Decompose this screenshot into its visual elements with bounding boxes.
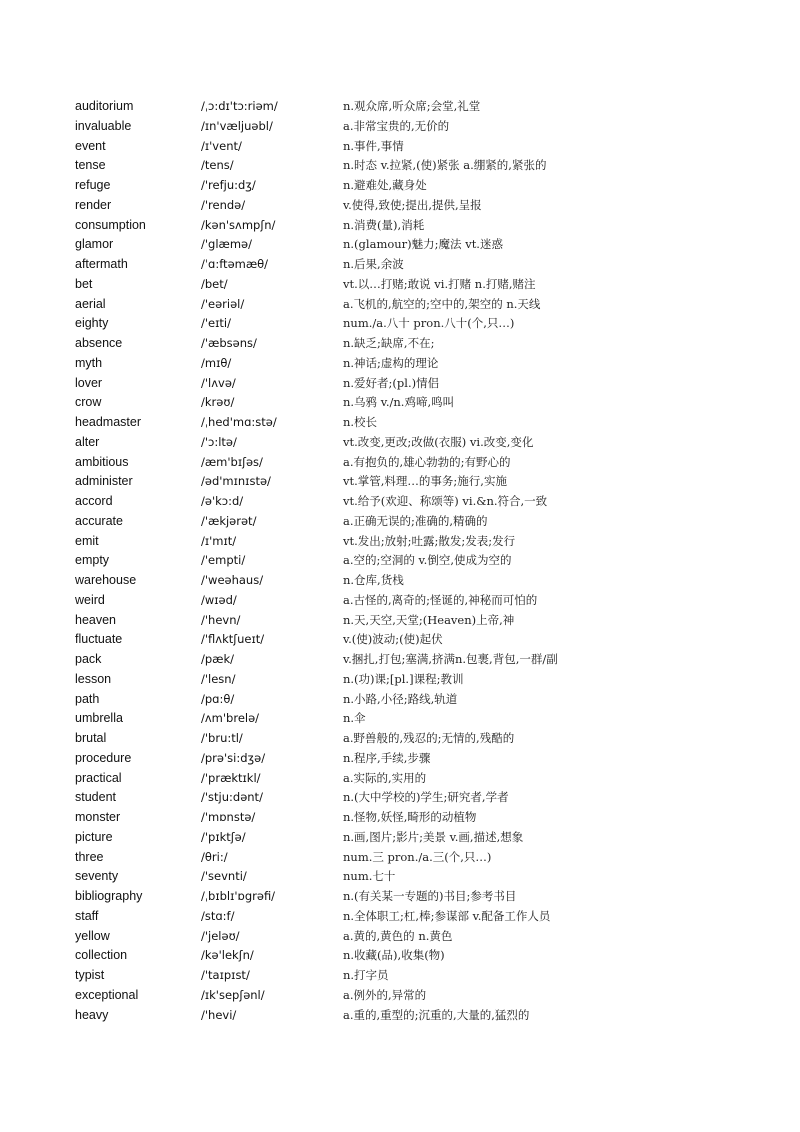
vocab-word: empty: [75, 553, 110, 568]
vocab-row: [75, 808, 775, 828]
vocab-phonetic: /ɪn'væljuəbl/: [201, 118, 273, 133]
vocab-meaning: n.打字员: [343, 968, 389, 982]
vocab-word: typist: [75, 968, 105, 982]
vocab-row: [75, 551, 775, 571]
vocab-row: [75, 867, 775, 887]
vocab-phonetic: /ˌhed'mɑ:stə/: [201, 415, 277, 429]
vocab-meaning: n.事件,事情: [343, 138, 404, 153]
vocab-phonetic: /'glæmə/: [201, 237, 252, 252]
vocab-row: [75, 137, 775, 157]
vocab-meaning: n.小路,小径;路线,轨道: [343, 691, 458, 706]
vocab-meaning: n.时态 v.拉紧,(使)紧张 a.绷紧的,紧张的: [343, 158, 547, 173]
vocab-row: [75, 216, 775, 236]
vocab-word: student: [75, 790, 117, 805]
vocab-phonetic: /krəʊ/: [201, 395, 235, 410]
vocab-row: [75, 334, 775, 354]
vocab-phonetic: /mɪθ/: [201, 355, 232, 370]
vocab-phonetic: /'præktɪkl/: [201, 770, 261, 785]
vocab-phonetic: /'jeləʊ/: [201, 928, 240, 943]
vocab-phonetic: /'eəriəl/: [201, 296, 245, 311]
vocab-meaning: a.黄的,黄色的 n.黄色: [343, 928, 453, 943]
vocab-row: [75, 690, 775, 710]
vocab-meaning: vt.给予(欢迎、称颂等) vi.&n.符合,一致: [343, 494, 548, 508]
vocab-row: [75, 314, 775, 334]
vocab-word: yellow: [75, 928, 110, 943]
vocab-meaning: vt.掌管,料理…的事务;施行,实施: [343, 474, 507, 489]
vocab-meaning: n.消费(量),消耗: [343, 217, 425, 232]
vocab-meaning: n.避难处,藏身处: [343, 178, 427, 192]
vocab-meaning: n.(有关某一专题的)书目;参考书目: [343, 889, 517, 903]
vocab-word: aftermath: [75, 257, 128, 271]
vocab-phonetic: /'pɪktʃə/: [201, 829, 246, 844]
vocab-word: bibliography: [75, 889, 143, 903]
vocab-phonetic: /əd'mɪnɪstə/: [201, 474, 271, 489]
vocab-phonetic: /'eɪti/: [201, 316, 231, 331]
vocab-word: pack: [75, 652, 102, 666]
vocab-word: headmaster: [75, 415, 142, 429]
vocab-word: glamor: [75, 237, 114, 252]
vocab-row: [75, 354, 775, 374]
vocab-phonetic: /æm'bɪʃəs/: [201, 454, 263, 469]
vocab-phonetic: /ɪ'mɪt/: [201, 533, 237, 548]
vocab-word: warehouse: [75, 573, 137, 587]
vocab-row: [75, 235, 775, 255]
vocab-meaning: num./a.八十 pron.八十(个,只…): [343, 316, 515, 331]
vocab-row: [75, 117, 775, 137]
vocab-phonetic: /wɪəd/: [201, 592, 237, 607]
vocab-meaning: v.(使)波动;(使)起伏: [343, 632, 443, 647]
vocab-phonetic: /'lesn/: [201, 671, 236, 686]
vocab-word: invaluable: [75, 118, 132, 133]
vocab-word: lesson: [75, 671, 112, 686]
vocab-phonetic: /tens/: [201, 158, 234, 173]
vocab-word: auditorium: [75, 99, 134, 113]
vocab-phonetic: /'hevi/: [201, 1007, 237, 1022]
vocab-phonetic: /stɑ:f/: [201, 908, 235, 923]
vocab-row: [75, 828, 775, 848]
vocab-phonetic: /ˈɑ:ftəmæθ/: [201, 257, 269, 271]
vocab-word: absence: [75, 336, 123, 350]
vocab-word: weird: [75, 592, 105, 607]
vocab-row: [75, 176, 775, 196]
vocab-phonetic: /'sevnti/: [201, 869, 247, 884]
vocab-phonetic: /'æbsəns/: [201, 336, 257, 350]
vocab-word: picture: [75, 829, 113, 844]
vocab-word: heaven: [75, 612, 117, 627]
vocab-word: bet: [75, 276, 93, 291]
vocab-row: [75, 492, 775, 512]
vocab-word: brutal: [75, 731, 107, 745]
vocab-meaning: v.使得,致使;提出,提供,呈报: [343, 197, 482, 212]
vocab-meaning: a.古怪的,离奇的;怪诞的,神秘而可怕的: [343, 592, 538, 607]
vocab-word: lover: [75, 375, 103, 390]
vocab-meaning: n.爱好者;(pl.)情侣: [343, 375, 440, 390]
vocab-word: alter: [75, 434, 100, 449]
vocab-phonetic: /ʌm'brelə/: [201, 711, 260, 726]
vocab-meaning: a.非常宝贵的,无价的: [343, 118, 450, 133]
vocab-meaning: n.乌鸦 v./n.鸡啼,鸣叫: [343, 395, 455, 410]
vocab-phonetic: /'bru:tl/: [201, 731, 243, 745]
vocab-phonetic: /ɪ'vent/: [201, 138, 242, 153]
vocab-word: accord: [75, 494, 113, 508]
vocab-row: [75, 591, 775, 611]
vocab-row: [75, 650, 775, 670]
vocab-phonetic: /'mɒnstə/: [201, 810, 256, 824]
vocab-row: [75, 275, 775, 295]
vocab-row: [75, 156, 775, 176]
vocab-phonetic: /prə'si:dʒə/: [201, 750, 266, 765]
vocab-phonetic: /ˌɔ:dɪ'tɔ:riəm/: [201, 99, 278, 113]
vocab-word: ambitious: [75, 454, 129, 469]
vocab-meaning: a.空的;空洞的 v.倒空,使成为空的: [343, 553, 512, 568]
vocab-row: [75, 709, 775, 729]
vocab-meaning: n.缺乏;缺席,不在;: [343, 336, 435, 350]
vocab-meaning: num.七十: [343, 869, 396, 884]
vocab-row: [75, 393, 775, 413]
vocab-phonetic: /θri:/: [201, 849, 228, 864]
vocab-row: [75, 907, 775, 927]
vocab-row: [75, 848, 775, 868]
vocab-word: seventy: [75, 869, 119, 884]
vocab-word: procedure: [75, 750, 132, 765]
vocab-word: staff: [75, 908, 99, 923]
vocab-row: [75, 946, 775, 966]
vocab-meaning: a.实际的,实用的: [343, 770, 427, 785]
vocab-phonetic: /'empti/: [201, 553, 246, 568]
vocab-meaning: v.捆扎,打包;塞满,挤满n.包裹,背包,一群/副: [343, 652, 558, 666]
vocab-meaning: n.后果,余波: [343, 257, 404, 271]
vocab-phonetic: /'hevn/: [201, 612, 241, 627]
vocab-row: [75, 769, 775, 789]
vocab-row: [75, 97, 775, 117]
vocab-row: [75, 413, 775, 433]
vocab-phonetic: /pæk/: [201, 652, 235, 666]
vocab-phonetic: /ˌbɪblɪ'ɒgrəfi/: [201, 889, 276, 903]
vocab-row: [75, 196, 775, 216]
vocab-phonetic: /kə'lekʃn/: [201, 948, 254, 963]
vocab-meaning: n.怪物,妖怪,畸形的动植物: [343, 810, 477, 824]
vocab-meaning: n.天,天空,天堂;(Heaven)上帝,神: [343, 612, 515, 627]
vocab-meaning: n.(大中学校的)学生;研究者,学者: [343, 790, 509, 805]
vocab-phonetic: /'taɪpɪst/: [201, 968, 250, 982]
vocab-row: [75, 472, 775, 492]
vocab-word: render: [75, 197, 112, 212]
vocab-row: [75, 986, 775, 1006]
vocab-phonetic: /'ækjərət/: [201, 513, 257, 528]
vocab-phonetic: /'lʌvə/: [201, 375, 236, 390]
vocab-row: [75, 729, 775, 749]
vocab-meaning: n.全体职工;杠,棒;参谋部 v.配备工作人员: [343, 908, 551, 923]
vocab-meaning: a.例外的,异常的: [343, 987, 427, 1002]
vocab-meaning: vt.改变,更改;改做(衣服) vi.改变,变化: [343, 434, 534, 449]
vocab-row: [75, 571, 775, 591]
vocab-phonetic: /kən'sʌmpʃn/: [201, 217, 276, 232]
vocab-meaning: n.神话;虚构的理论: [343, 355, 439, 370]
vocab-word: event: [75, 138, 106, 153]
vocab-row: [75, 295, 775, 315]
vocab-row: [75, 1006, 775, 1026]
vocabulary-list: [75, 97, 775, 1025]
vocab-word: collection: [75, 948, 128, 963]
vocab-meaning: a.飞机的,航空的;空中的,架空的 n.天线: [343, 296, 541, 311]
vocab-meaning: n.(glamour)魅力;魔法 vt.迷惑: [343, 237, 503, 252]
vocab-word: umbrella: [75, 711, 123, 726]
vocab-row: [75, 512, 775, 532]
vocab-meaning: a.野兽般的,残忍的;无情的,残酷的: [343, 731, 515, 745]
vocab-meaning: n.观众席,听众席;会堂,礼堂: [343, 99, 481, 113]
vocab-row: [75, 927, 775, 947]
vocab-phonetic: /'refju:dʒ/: [201, 178, 256, 192]
vocab-row: [75, 966, 775, 986]
vocab-meaning: n.(功)课;[pl.]课程;教训: [343, 671, 464, 686]
vocab-word: practical: [75, 770, 122, 785]
vocab-meaning: a.正确无误的;准确的,精确的: [343, 513, 488, 528]
vocab-row: [75, 788, 775, 808]
vocab-meaning: a.重的,重型的;沉重的,大量的,猛烈的: [343, 1007, 530, 1022]
vocab-word: path: [75, 691, 100, 706]
vocab-meaning: n.校长: [343, 415, 378, 429]
vocab-meaning: n.伞: [343, 711, 366, 726]
vocab-meaning: num.三 pron./a.三(个,只…): [343, 849, 492, 864]
vocab-word: heavy: [75, 1007, 109, 1022]
vocab-word: refuge: [75, 178, 111, 192]
vocab-phonetic: /pɑ:θ/: [201, 691, 235, 706]
vocab-word: consumption: [75, 217, 146, 232]
vocab-word: three: [75, 849, 104, 864]
vocab-row: [75, 630, 775, 650]
vocab-phonetic: /ɪk'sepʃənl/: [201, 987, 265, 1002]
vocab-phonetic: /'flʌktʃueɪt/: [201, 632, 265, 647]
vocab-phonetic: /'ɔ:ltə/: [201, 434, 237, 449]
vocab-word: myth: [75, 355, 103, 370]
vocab-word: crow: [75, 395, 102, 410]
vocab-phonetic: /bet/: [201, 276, 228, 291]
vocab-word: administer: [75, 474, 133, 489]
vocab-meaning: n.程序,手续,步骤: [343, 750, 431, 765]
vocab-phonetic: /'rendə/: [201, 197, 246, 212]
vocab-row: [75, 433, 775, 453]
vocab-meaning: n.画,图片;影片;美景 v.画,描述,想象: [343, 829, 524, 844]
vocab-row: [75, 670, 775, 690]
vocab-row: [75, 887, 775, 907]
vocab-meaning: n.收藏(品),收集(物): [343, 948, 445, 963]
vocab-word: tense: [75, 158, 106, 173]
vocab-row: [75, 374, 775, 394]
vocab-meaning: n.仓库,货栈: [343, 573, 404, 587]
vocab-meaning: vt.以…打赌;敢说 vi.打赌 n.打赌,赌注: [343, 276, 536, 291]
vocab-word: aerial: [75, 296, 106, 311]
vocab-row: [75, 453, 775, 473]
vocab-word: emit: [75, 533, 99, 548]
vocab-word: accurate: [75, 513, 123, 528]
vocab-row: [75, 611, 775, 631]
vocab-word: exceptional: [75, 987, 139, 1002]
vocab-word: eighty: [75, 316, 109, 331]
vocab-row: [75, 255, 775, 275]
vocab-phonetic: /ə'kɔ:d/: [201, 494, 244, 508]
vocab-meaning: vt.发出;放射;吐露;散发;发表;发行: [343, 533, 516, 548]
vocab-row: [75, 749, 775, 769]
vocab-meaning: a.有抱负的,雄心勃勃的;有野心的: [343, 454, 511, 469]
vocab-word: monster: [75, 810, 121, 824]
vocab-row: [75, 532, 775, 552]
vocab-phonetic: /'weəhaus/: [201, 573, 264, 587]
vocab-phonetic: /'stju:dənt/: [201, 790, 263, 805]
vocab-word: fluctuate: [75, 632, 123, 647]
